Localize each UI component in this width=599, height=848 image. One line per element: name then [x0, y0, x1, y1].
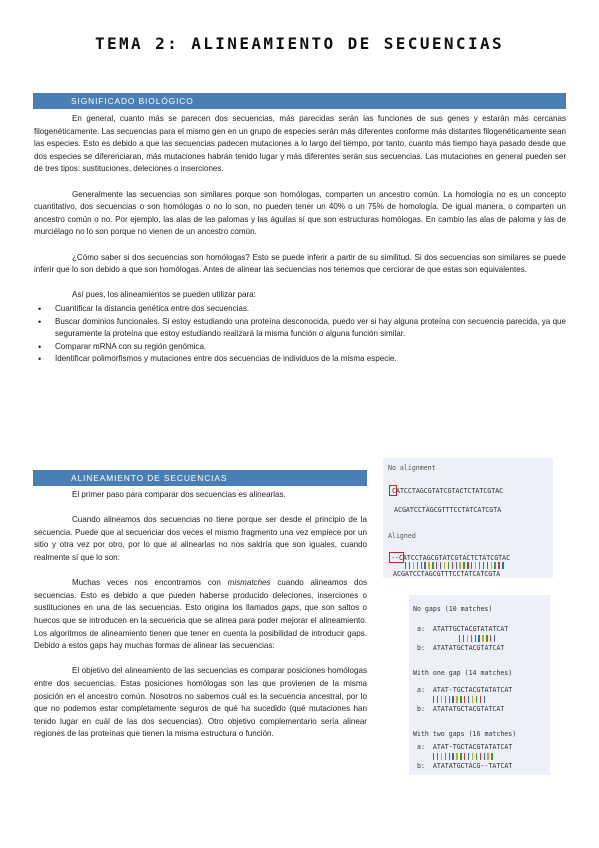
- list-item: • Cuantificar la distancia genética entre dos secuencias.: [34, 303, 566, 316]
- list-item: • Identificar polimorfismos y mutaciones entre dos secuencias de individuos de la misma especie.: [34, 353, 566, 366]
- sequence-line: ACGATCCTAGCGTTTCCTATCATCGTA: [393, 570, 501, 578]
- paragraph: Cuando alineamos dos secuencias no tiene porque ser desde el principio de la secuencia. Puede que al secuenciar dos veces el mismo fragmento una vez empiece por un sitio y otra vez por otro, por lo que al alinearlas no nos saldría que son iguales, cuando realmente sí que lo son:: [34, 515, 367, 562]
- section-heading-significado: [33, 93, 566, 109]
- sequence-line: a: ATAT-TGCTACGTATATCAT: [417, 743, 513, 751]
- label-two-gaps: With two gaps (16 matches): [413, 730, 517, 738]
- page-title: TEMA 2: ALINEAMIENTO DE SECUENCIAS: [94, 34, 505, 53]
- label-one-gap: With one gap (14 matches): [413, 669, 513, 677]
- paragraph: Muchas veces nos encontramos con mismatches cuando alineamos dos secuencias. Esto es debido a que pueden haberse producido deleciones, inserciones o sustituciones en una de las secuencias. Esto origina los llamados gaps, que son saltos o huecos que se introducen en la secuencia que se alinea para poder mejorar el alineamiento. Los algoritmos de alineamiento tienen que tener en cuenta la posibilidad de introducir gaps. Debido a estos gaps hay muchas formas de alinear las secuencias:: [34, 578, 367, 651]
- section-heading-alineamiento: [33, 470, 367, 486]
- sequence-line: a: ATAT-TGCTACGTATATCAT: [417, 686, 513, 694]
- gaps-figure: [409, 595, 550, 775]
- section-heading-text: ALINEAMIENTO DE SECUENCIAS: [71, 473, 228, 483]
- sequence-line: ACGATCCTAGCGTTTCCTATCATCGTA: [394, 506, 502, 514]
- paragraph: En general, cuanto más se parecen dos secuencias, más parecidas serán las funciones de sus genes y estarán más cercanas filogenéticamente. Las secuencias para el mismo gen en un grupo de especies serán más diferentes conforme más distantes filogenéticamente sean las especies. Esto es debido a que las secuencias padecen mutaciones a lo largo del tiempo, por tanto, cuanto más tiempo haya pasado desde que dos especies se diferenciaran, más mutaciones habrán tenido lugar y más diferentes serán sus secuencias. Las mutaciones en general pueden ser de tres tipos: sustituciones, deleciones o inserciones.: [34, 114, 566, 174]
- sequence-line: a: ATATTGCTACGTATATCAT: [417, 625, 509, 633]
- bullet-list: [34, 303, 566, 366]
- label-no-alignment: No alignment: [388, 464, 436, 472]
- section-heading-text: SIGNIFICADO BIOLÓGICO: [71, 96, 194, 106]
- alignment-figure: [383, 458, 553, 578]
- paragraph: Así pues, los alineamientos se pueden utilizar para:: [72, 290, 256, 300]
- paragraph: Generalmente las secuencias son similares porque son homólogas, comparten un ancestro común. La homología no es un concepto cuantitativo, dos secuencias o son homólogas o no lo son, no pueden tener un 40% o un 75% de homología. De igual manera, o comparten un ancestro común o no. Por ejemplo, las alas de las palomas y las águilas sí que son estructuras homólogas. En cambio las alas de paloma y las de murciélago no lo son porque no vienen de un ancestro común.: [34, 189, 566, 237]
- section1-body: [34, 113, 566, 366]
- list-item: • Buscar dominios funcionales. Si estoy estudiando una proteína desconocida, puedo ver si hay alguna proteína con secuencia parecida, ya que seguramente la proteína que estoy estudiando realizará la misma función o alguna función similar.: [34, 316, 566, 341]
- section2-body: [34, 489, 367, 741]
- match-ticks: [405, 562, 504, 569]
- label-aligned: Aligned: [388, 532, 416, 540]
- match-ticks: [459, 635, 495, 642]
- paragraph: El primer paso para comparar dos secuencias es alinearlas.: [72, 490, 286, 499]
- paragraph: El objetivo del alineamiento de las secuencias es comparar posiciones homólogas entre dos secuencias. Estas posiciones homólogas son las que provienen de la misma posición en el ancestro común. Nosotros no sabemos cuál es la secuencia ancestral, por lo que no podemos estar completamente seguros de qué ha sucedido (qué mutaciones han tenido lugar en cuál de las dos secuencias). Otro objetivo complementario sería alinear regiones de las proteínas que tienen la misma estructura o función.: [34, 666, 367, 739]
- sequence-line: CATCCTAGCGTATCGTACTCTATCGTAC: [392, 487, 504, 495]
- match-ticks: [433, 696, 485, 703]
- paragraph: ¿Cómo saber si dos secuencias son homólogas? Esto se puede inferir a partir de su similitud. Si dos secuencias son similares se puede inferir que lo son debido a que son homólogas. Antes de alinear las secuencias nos tenemos que cerciorar de que estas son equivalentes.: [34, 252, 566, 275]
- sequence-line: b: ATATATGCTACG--TATCAT: [417, 762, 513, 770]
- label-no-gaps: No gaps (10 matches): [413, 605, 493, 613]
- sequence-line: b: ATATATGCTACGTATCAT: [417, 644, 505, 652]
- sequence-line: b: ATATATGCTACGTATCAT: [417, 705, 505, 713]
- list-item: • Comparar mRNA con su región genómica.: [34, 341, 566, 354]
- match-ticks: [433, 753, 493, 760]
- sequence-line: --CATCCTAGCGTATCGTACTCTATCGTAC: [391, 554, 511, 562]
